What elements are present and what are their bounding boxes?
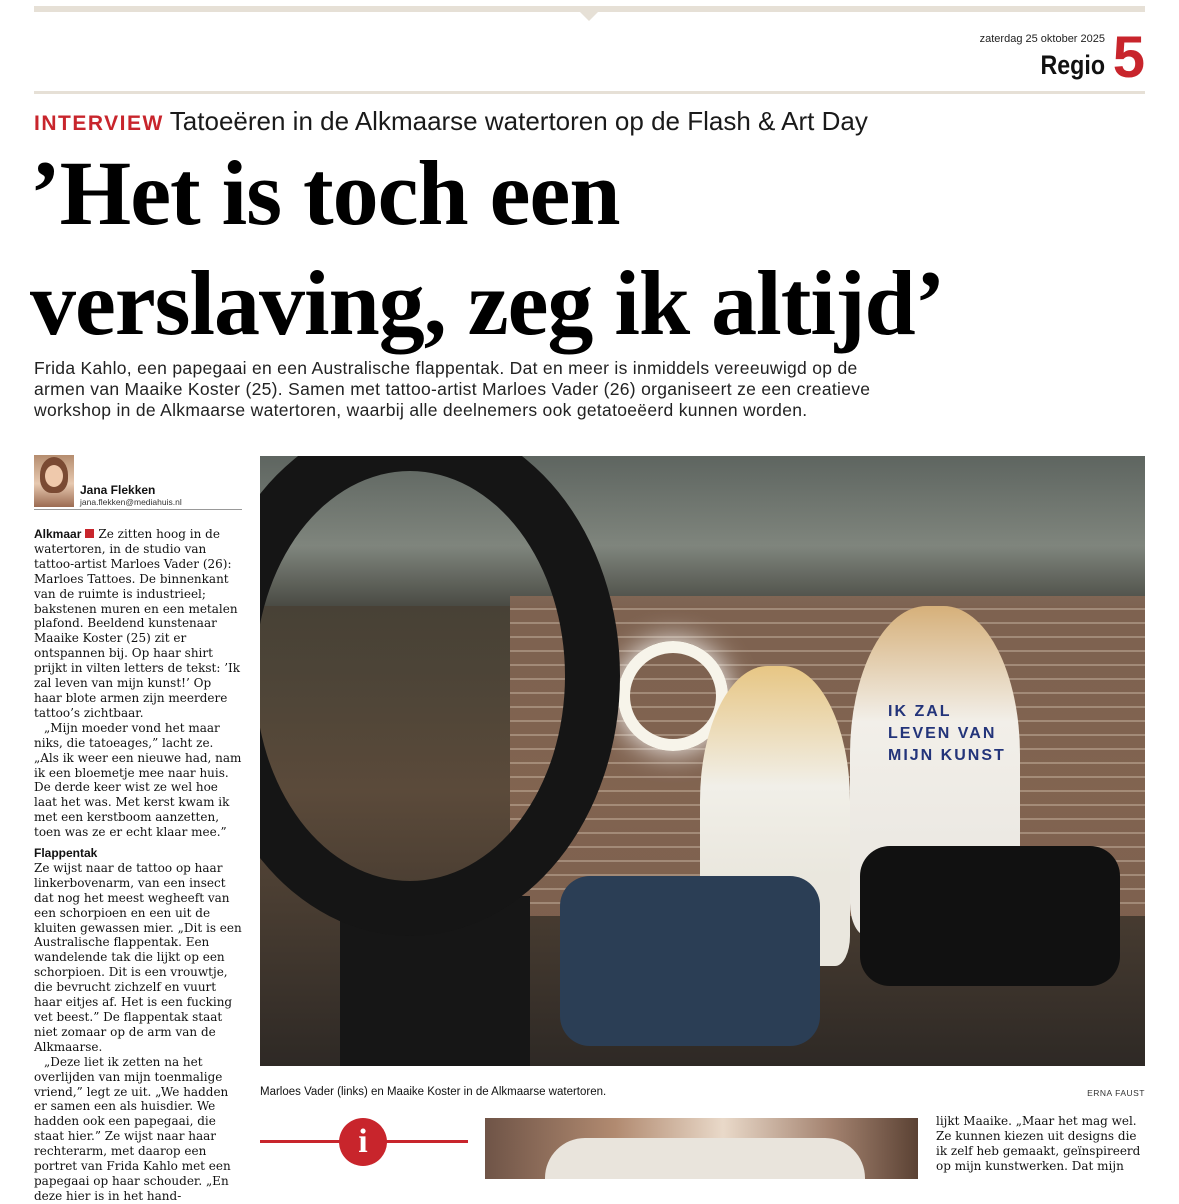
headline bbox=[30, 138, 1150, 358]
dateline-place: Alkmaar bbox=[34, 527, 82, 541]
headline-line-1: ’Het is toch een bbox=[30, 142, 620, 244]
subhead: Flappentak bbox=[34, 846, 98, 861]
kicker-text: Tatoeëren in de Alkmaarse watertoren op de Flash & Art Day bbox=[169, 106, 868, 136]
intro-paragraph: Frida Kahlo, een papegaai en een Australische flappentak. Dat en meer is inmiddels vereeuwigd op de armen van Maaike Koster (25). Samen met tattoo-artist Marloes Vader (26) organiseert ze een creatieve workshop in de Alkmaarse watertoren, waarbij alle deelnemers ook getatoeëerd kunnen worden. bbox=[34, 358, 871, 420]
author-name: Jana Flekken bbox=[80, 483, 156, 497]
body-paragraph-1: Alkmaar Ze zitten hoog in de watertoren, in de studio van tattoo-artist Marloes Vader (26): Marloes Tattoes. De binnenkant van de ruimte is industrieel; bakstenen muren en een metalen plafond. Beeldend kunstenaar Maaike Koster (25) zit er ontspannen bij. Op haar shirt prijkt in vilten letters de tekst: ’Ik zal leven van mijn kunst!’ Op haar blote armen zijn meerdere tattoo’s zichtbaar. bbox=[34, 527, 241, 720]
dateline-square-icon bbox=[85, 529, 94, 538]
photo-jeans bbox=[560, 876, 820, 1046]
body-paragraph-2: „Mijn moeder vond het maar niks, die tatoeages,” lacht ze. „Als ik weer een nieuwe had, nam ik een bloemetje mee naar huis. De derde keer wist ze wel hoe laat het was. Met kerst kwam ik met een kerstboom aanzetten, toen was ze er echt klaar mee.” bbox=[34, 720, 242, 840]
body-paragraph-4: „Deze liet ik zetten na het overlijden van mijn toenmalige vriend,” legt ze uit. „We hadden er samen een als huisdier. We hadden ook een papegaai, die staat hier.” Ze wijst naar haar rechterarm, met daarop een portret van Frida Kahlo met een papegaai op haar schouder. „En deze hier is in het hand- bbox=[34, 1054, 231, 1203]
photo-pants bbox=[860, 846, 1120, 986]
body-column bbox=[34, 527, 242, 1204]
page-number: 5 bbox=[1112, 25, 1145, 90]
photo-credit: ERNA FAUST bbox=[1087, 1088, 1145, 1098]
shirt-text: IK ZAL LEVEN VAN MIJN KUNST bbox=[888, 703, 1006, 764]
section-name: Regio bbox=[1040, 50, 1105, 80]
author-email: jana.flekken@mediahuis.nl bbox=[80, 497, 182, 507]
kicker bbox=[34, 106, 868, 137]
main-photo bbox=[260, 456, 1145, 1066]
body-paragraph-col3: lijkt Maaike. „Maar het mag wel. Ze kunnen kiezen uit designs die ik zelf heb gemaakt, geïnspireerd op mijn kunstwerken. Dat mijn bbox=[936, 1114, 1141, 1173]
body-paragraph-3: Ze wijst naar de tattoo op haar linkerbovenarm, van een insect dat nog het meest wegheeft van een schorpioen en een uit de kluiten gewassen mier. „Dit is een Australische flappentak. Een wandelende tak die lijkt op een schorpioen. Dit is een vrouwtje, die bevrucht zichzelf en vuurt haar eitjes af. Het is een fucking vet beest.” De flappentak staat niet zomaar op de arm van de Alkmaarse. bbox=[34, 860, 242, 1054]
photo-caption: Marloes Vader (links) en Maaike Koster in de Alkmaarse watertoren. bbox=[260, 1086, 607, 1098]
issue-date: zaterdag 25 oktober 2025 bbox=[979, 33, 1105, 45]
second-photo-shirt bbox=[545, 1138, 865, 1179]
header-rule bbox=[34, 91, 1145, 94]
top-notch bbox=[580, 12, 598, 21]
author-avatar bbox=[34, 455, 74, 507]
author-rule bbox=[34, 509, 242, 510]
second-photo bbox=[485, 1118, 918, 1179]
info-icon: i bbox=[339, 1118, 387, 1166]
body-column-3 bbox=[936, 1114, 1145, 1174]
headline-line-2: verslaving, zeg ik altijd’ bbox=[30, 252, 945, 354]
kicker-label: INTERVIEW bbox=[34, 112, 164, 135]
